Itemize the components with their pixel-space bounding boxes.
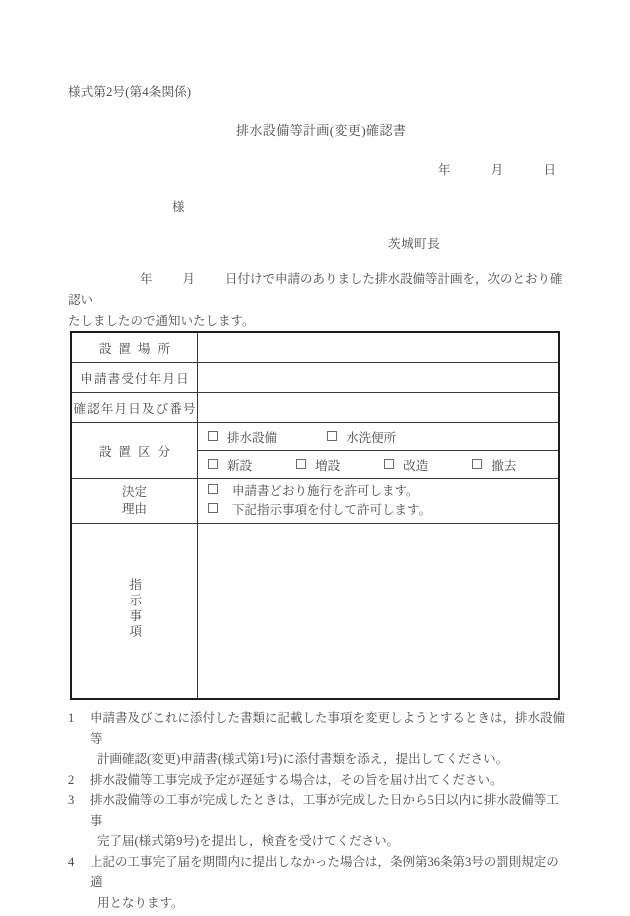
issue-date-line [438, 160, 556, 178]
body-line-1: 日付けで申請のありました排水設備等計画を，次のとおり確認い [68, 272, 563, 307]
footnote-line-2: 用となります。 [97, 895, 184, 910]
confirmation-table [70, 331, 560, 700]
footnote-number: 3 [68, 793, 75, 807]
footnote-line-1: 上記の工事完了届を期間内に提出しなかった場合は，条例第36条第3号の罰則規定の適 [90, 854, 559, 889]
checkbox-option-removal[interactable] [472, 456, 557, 474]
checkbox-icon[interactable] [208, 431, 218, 441]
row-label-instructions [71, 524, 198, 700]
form-code: 様式第2号(第4条関係) [68, 85, 192, 99]
footnote-line-1: 排水設備等の工事が完成したときは，工事が完成した日から5日以内に排水設備等工事 [90, 793, 559, 828]
application-date-month: 月 [182, 272, 196, 286]
footnote-text [90, 770, 570, 791]
checkbox-label: 水洗便所 [346, 430, 397, 445]
issue-date-month: 月 [490, 163, 504, 177]
row-label-confirm-number: 確認年月日及び番号 [71, 393, 198, 423]
decision-label-line-2: 理由 [121, 502, 147, 516]
table-row-received-date [71, 363, 559, 393]
checkbox-icon[interactable] [384, 459, 394, 469]
checkbox-option-new[interactable] [208, 456, 293, 474]
footnote-line-1: 申請書及びこれに添付した書類に記載した事項を変更しようとするときは，排水設備等 [90, 711, 566, 746]
checkbox-label: 申請書どおり施行を許可します。 [232, 484, 419, 498]
issue-date-day: 日 [543, 163, 557, 177]
instructions-vertical-label: 指示事項 [127, 578, 142, 640]
document-title: 排水設備等計画(変更)確認書 [236, 123, 407, 138]
footnote-number: 2 [68, 772, 75, 787]
body-paragraph [68, 269, 568, 332]
footnote-line-1: 排水設備等工事完成予定が遅延する場合は，その旨を届け出てください。 [90, 772, 503, 787]
checkbox-icon[interactable] [208, 503, 218, 513]
decision-label-line-1: 決定 [121, 485, 147, 499]
row-value-received-date[interactable] [198, 363, 560, 393]
row-label-decision-reason [71, 479, 198, 524]
table-row-instructions [71, 524, 559, 700]
row-label-category: 設置区分 [71, 423, 198, 479]
footnote-item [68, 852, 570, 914]
row-value-instructions[interactable] [198, 524, 560, 700]
row-label-received-date: 申請書受付年月日 [71, 363, 198, 393]
decision-option-approve-with-instructions[interactable] [208, 501, 558, 520]
issue-date-year: 年 [438, 163, 451, 177]
table-row-confirm-number [71, 393, 559, 423]
row-label-location: 設置場所 [71, 332, 198, 363]
footnote-text [90, 852, 570, 914]
footnote-item [68, 708, 570, 770]
footnote-item [68, 770, 570, 791]
decision-options [198, 479, 560, 524]
checkbox-option-remodel[interactable] [384, 456, 469, 474]
table-row-decision-reason [71, 479, 559, 524]
checkbox-icon[interactable] [208, 484, 218, 494]
checkbox-label: 改造 [403, 458, 429, 473]
checkbox-icon[interactable] [296, 459, 306, 469]
checkbox-option-extension[interactable] [296, 456, 381, 474]
application-date-year: 年 [140, 272, 153, 286]
footnote-text [90, 708, 570, 770]
issuer-name: 茨城町長 [388, 237, 441, 251]
row-value-confirm-number[interactable] [198, 393, 560, 423]
table-row-location [71, 332, 559, 363]
checkbox-label: 新設 [227, 458, 253, 473]
checkbox-option-drainage[interactable] [208, 428, 324, 446]
checkbox-label: 増設 [315, 458, 341, 473]
category-options-group-1 [198, 423, 560, 451]
body-line-2: たしましたので通知いたします。 [68, 314, 255, 328]
checkbox-icon[interactable] [472, 459, 482, 469]
footnote-line-2: 完了届(様式第9号)を提出し，検査を受けてください。 [97, 834, 400, 848]
decision-option-approve-as-applied[interactable] [208, 482, 558, 501]
category-options-group-2 [198, 451, 560, 479]
footnotes [68, 708, 570, 913]
footnote-item [68, 790, 570, 852]
footnote-text [90, 790, 570, 852]
footnote-number: 1 [68, 711, 75, 725]
footnote-line-2: 計画確認(変更)申請書(様式第1号)に添付書類を添え，提出してください。 [97, 752, 509, 766]
row-value-location[interactable] [198, 332, 560, 363]
checkbox-icon[interactable] [327, 431, 337, 441]
footnote-number: 4 [68, 854, 75, 869]
checkbox-label: 下記指示事項を付して許可します。 [232, 503, 432, 517]
table-row-category-1 [71, 423, 559, 451]
addressee-honorific: 様 [172, 200, 185, 214]
checkbox-label: 撤去 [491, 458, 517, 473]
checkbox-option-flush-toilet[interactable] [327, 428, 443, 446]
checkbox-icon[interactable] [208, 459, 218, 469]
checkbox-label: 排水設備 [227, 430, 278, 445]
